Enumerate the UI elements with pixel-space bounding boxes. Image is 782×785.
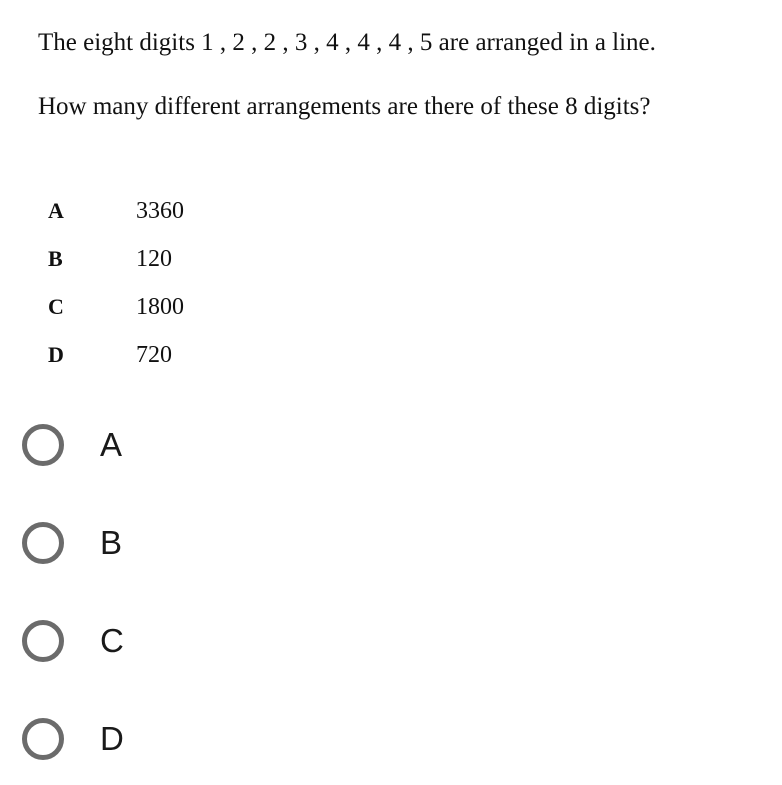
- option-value: 1800: [136, 294, 184, 320]
- option-letter: A: [48, 198, 64, 223]
- option-row-a: [0, 196, 400, 226]
- option-letter: C: [48, 294, 64, 319]
- option-row-b: [0, 244, 400, 274]
- radio-unselected-icon[interactable]: [22, 620, 64, 662]
- radio-unselected-icon[interactable]: [22, 718, 64, 760]
- choice-label[interactable]: C: [100, 622, 124, 659]
- choice-label[interactable]: D: [100, 720, 124, 757]
- choice-b[interactable]: [18, 519, 318, 575]
- option-row-c: [0, 292, 400, 322]
- question-line-1: The eight digits 1 , 2 , 2 , 3 , 4 , 4 , 4 , 5 are arranged in a line.: [38, 29, 656, 56]
- option-letter: B: [48, 246, 63, 271]
- option-row-d: [0, 340, 400, 370]
- choice-d[interactable]: [18, 715, 318, 771]
- option-value: 3360: [136, 198, 184, 224]
- choice-a[interactable]: [18, 421, 318, 477]
- choice-c[interactable]: [18, 617, 318, 673]
- radio-unselected-icon[interactable]: [22, 522, 64, 564]
- option-value: 720: [136, 342, 172, 368]
- choice-label[interactable]: B: [100, 524, 123, 561]
- option-letter: D: [48, 342, 64, 367]
- choice-label[interactable]: A: [100, 426, 123, 463]
- radio-unselected-icon[interactable]: [22, 424, 64, 466]
- option-value: 120: [136, 246, 172, 272]
- question-line-2: How many different arrangements are there of these 8 digits?: [38, 93, 651, 120]
